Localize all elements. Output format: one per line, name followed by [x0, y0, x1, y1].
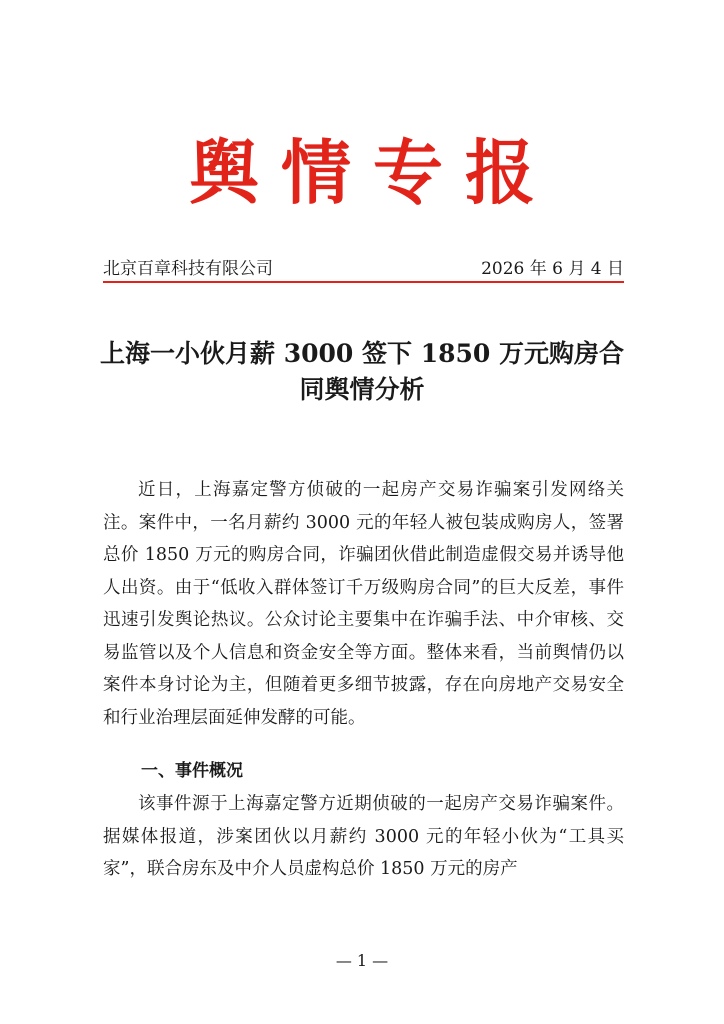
document-title: 上海一小伙月薪 3000 签下 1850 万元购房合同舆情分析 [100, 339, 624, 404]
issue-date: 2026 年 6 月 4 日 [481, 259, 624, 279]
section-paragraph: 该事件源于上海嘉定警方近期侦破的一起房产交易诈骗案件。据媒体报道，涉案团伙以月薪约 3000 元的年轻小伙为“工具买家”，联合房东及中介人员虚构总价 1850 万元的房产 [103, 794, 624, 879]
section-heading: 一、事件概况 [141, 761, 243, 781]
page-number: — 1 — [335, 951, 389, 970]
issuer-name: 北京百章科技有限公司 [103, 259, 273, 279]
masthead-title: 舆情专报 [189, 131, 557, 214]
header-divider [103, 281, 624, 283]
intro-paragraph: 近日，上海嘉定警方侦破的一起房产交易诈骗案引发网络关注。案件中，一名月薪约 3000 元的年轻人被包装成购房人，签署总价 1850 万元的购房合同，诈骗团伙借此制造虚假交易并诱导他人出资。由于“低收入群体签订千万级购房合同”的巨大反差，事件迅速引发舆论热议。公众讨论主要集中在诈骗手法、中介审核、交易监管以及个人信息和资金安全等方面。整体来看，当前舆情仍以案件本身讨论为主，但随着更多细节披露，存在向房地产交易安全和行业治理层面延伸发酵的可能。 [103, 480, 624, 728]
header-row [103, 257, 624, 281]
